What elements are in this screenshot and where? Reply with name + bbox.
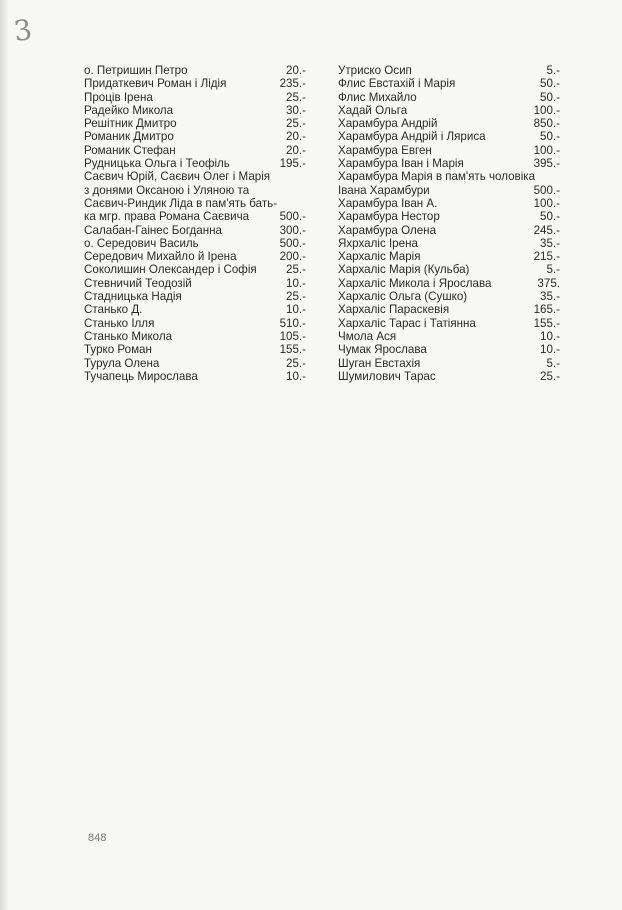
donor-name: Харамбура Андрій і Ляриса <box>338 130 486 144</box>
donor-name: Шуган Евстахія <box>338 356 421 370</box>
donor-name: Яхрхаліс Ірена <box>338 236 418 250</box>
handwritten-page-mark: 3 <box>11 12 35 49</box>
donor-name: Харамбура Марія в пам'ять чоловіка <box>338 170 536 184</box>
donor-name: Салабан-Гаінес Богданна <box>84 223 222 237</box>
donor-entry <box>84 77 306 90</box>
donor-name: Утриско Осип <box>338 64 412 77</box>
donor-name: Харамбура Іван і Марія <box>338 157 464 171</box>
donor-entry <box>338 104 560 117</box>
donor-entry <box>84 157 306 170</box>
donor-entry <box>84 130 306 143</box>
donor-entry <box>84 184 306 197</box>
donor-entry <box>338 184 560 197</box>
donation-amount: 100.- <box>533 103 560 117</box>
donor-name: Радейко Микола <box>84 103 174 117</box>
donation-amount: 235.- <box>279 77 306 91</box>
donor-entry <box>84 277 306 290</box>
donation-amount: 105.- <box>279 329 306 343</box>
donation-amount: 300.- <box>279 223 306 237</box>
donor-name: Шумилович Тарас <box>338 369 436 383</box>
donor-entry <box>84 237 306 250</box>
donor-name: Харамбура Олена <box>338 223 437 237</box>
donor-name: Чмола Ася <box>338 329 397 343</box>
donation-amount: 100.- <box>533 143 560 157</box>
donor-entry <box>338 343 560 356</box>
donor-entry <box>84 91 306 104</box>
donor-name: Хархаліс Параскевія <box>338 303 450 317</box>
donor-name: ка мгр. права Романа Саєвича <box>84 210 250 224</box>
donor-name: Турула Олена <box>84 356 160 370</box>
donor-name: Хархаліс Ольга (Сушко) <box>338 290 468 304</box>
donor-name: о. Середович Василь <box>84 236 199 250</box>
donor-name: Хархаліс Марія <box>338 250 421 264</box>
donation-amount: 500.- <box>279 236 306 250</box>
donation-amount: 20.- <box>286 143 306 157</box>
donor-entry <box>84 117 306 130</box>
donation-amount: 35.- <box>540 236 560 250</box>
donor-name: Стадницька Надія <box>84 290 182 304</box>
donor-entry <box>338 144 560 157</box>
donor-name: Харамбура Андрій <box>338 117 438 131</box>
donor-name: Соколишин Олександер і Софія <box>84 263 257 277</box>
donor-entry <box>338 130 560 143</box>
donation-amount: 10.- <box>540 343 560 357</box>
donation-amount: 50.- <box>540 210 560 224</box>
page-number: 848 <box>88 832 107 844</box>
donation-amount: 10.- <box>286 369 306 383</box>
donor-entry <box>338 277 560 290</box>
donor-entry <box>84 290 306 303</box>
donation-amount: 100.- <box>533 196 560 210</box>
donation-amount: 500.- <box>279 210 306 224</box>
donor-name: Придаткевич Роман і Лідія <box>84 77 227 91</box>
donation-amount: 375. <box>537 276 560 290</box>
donor-name: Решітник Дмитро <box>84 117 177 131</box>
donor-name: Середович Михайло й Ірена <box>84 250 237 264</box>
donor-name: Станько Микола <box>84 329 173 343</box>
donor-name: Романик Стефан <box>84 143 176 157</box>
donation-amount: 5.- <box>546 64 560 77</box>
donor-entry <box>338 370 560 383</box>
donor-name: Чумак Ярослава <box>338 343 427 357</box>
donation-amount: 25.- <box>286 263 306 277</box>
donor-entry <box>338 290 560 303</box>
donor-list-left-column <box>84 64 306 383</box>
donor-name: Станько Д. <box>84 303 143 317</box>
donation-amount: 25.- <box>286 117 306 131</box>
donor-entry <box>338 197 560 210</box>
donation-amount: 155.- <box>279 343 306 357</box>
donation-amount: 395.- <box>533 157 560 171</box>
donor-entry <box>338 263 560 276</box>
donor-entry <box>338 77 560 90</box>
donor-name: Романик Дмитро <box>84 130 174 144</box>
donor-entry <box>84 330 306 343</box>
donation-amount: 10.- <box>540 329 560 343</box>
donor-entry <box>338 64 560 77</box>
donor-entry <box>84 263 306 276</box>
donor-entry <box>84 104 306 117</box>
donation-amount: 200.- <box>279 250 306 264</box>
donor-name: Хадай Ольга <box>338 103 408 117</box>
donor-entry <box>84 317 306 330</box>
donor-name: Рудницька Ольга і Теофіль <box>84 157 230 171</box>
donor-entry <box>338 357 560 370</box>
donor-name: Харамбура Нестор <box>338 210 440 224</box>
donor-entry <box>338 224 560 237</box>
donor-name: Проців Ірена <box>84 90 153 104</box>
donation-amount: 20.- <box>286 64 306 77</box>
donation-amount: 30.- <box>286 103 306 117</box>
donor-entry <box>338 170 560 183</box>
donation-amount: 510.- <box>279 316 306 330</box>
donor-list-right-column <box>338 64 560 383</box>
donor-entry <box>84 197 306 210</box>
scan-edge <box>0 0 8 910</box>
donation-amount: 215.- <box>533 250 560 264</box>
donor-entry <box>338 157 560 170</box>
donor-name: Турко Роман <box>84 343 152 357</box>
donor-name: Флис Евстахій і Марія <box>338 77 456 91</box>
donor-name: Харамбура Евген <box>338 143 432 157</box>
donor-entry <box>338 317 560 330</box>
donor-entry <box>338 237 560 250</box>
donation-amount: 155.- <box>533 316 560 330</box>
donor-name: Саєвич Юрій, Саєвич Олег і Марія <box>84 170 271 184</box>
donor-name: Івана Харамбури <box>338 183 430 197</box>
donor-entry <box>84 170 306 183</box>
donor-entry <box>338 303 560 316</box>
donation-amount: 500.- <box>533 183 560 197</box>
donor-name: Саєвич-Риндик Ліда в пам'ять бать- <box>84 196 278 210</box>
donation-amount: 245.- <box>533 223 560 237</box>
donor-name: Хархаліс Микола і Ярослава <box>338 276 492 290</box>
donor-entry <box>84 250 306 263</box>
donor-entry <box>338 210 560 223</box>
donor-entry <box>84 370 306 383</box>
donor-name: Тучапець Мирослава <box>84 369 198 383</box>
donation-amount: 165.- <box>533 303 560 317</box>
donor-entry <box>84 357 306 370</box>
donation-amount: 25.- <box>286 90 306 104</box>
donation-amount: 35.- <box>540 290 560 304</box>
donor-entry <box>84 210 306 223</box>
donation-amount: 10.- <box>286 276 306 290</box>
donor-entry <box>338 117 560 130</box>
donor-name: Хархаліс Марія (Кульба) <box>338 263 470 277</box>
donor-entry <box>84 303 306 316</box>
donation-amount: 50.- <box>540 90 560 104</box>
donation-amount: 850.- <box>533 117 560 131</box>
donation-amount: 25.- <box>286 290 306 304</box>
donation-amount: 25.- <box>286 356 306 370</box>
donor-name: Харамбура Іван А. <box>338 196 438 210</box>
donation-amount: 10.- <box>286 303 306 317</box>
donation-amount: 5.- <box>546 356 560 370</box>
donor-name: Флис Михайло <box>338 90 417 104</box>
donor-entry <box>338 91 560 104</box>
donation-amount: 5.- <box>546 263 560 277</box>
donor-entry <box>84 144 306 157</box>
donation-amount: 25.- <box>540 369 560 383</box>
donor-entry <box>84 343 306 356</box>
donation-amount: 195.- <box>279 157 306 171</box>
donation-amount: 20.- <box>286 130 306 144</box>
donor-name: з донями Оксаною і Уляною та <box>84 183 250 197</box>
donor-name: о. Петришин Петро <box>84 64 188 77</box>
donor-entry <box>338 250 560 263</box>
donor-name: Стевничий Теодозій <box>84 276 192 290</box>
donor-entry <box>84 224 306 237</box>
donor-entry <box>84 64 306 77</box>
donor-entry <box>338 330 560 343</box>
donation-amount: 50.- <box>540 77 560 91</box>
donor-name: Станько Ілля <box>84 316 155 330</box>
donation-amount: 50.- <box>540 130 560 144</box>
donor-name: Хархаліс Тарас і Татіянна <box>338 316 476 330</box>
